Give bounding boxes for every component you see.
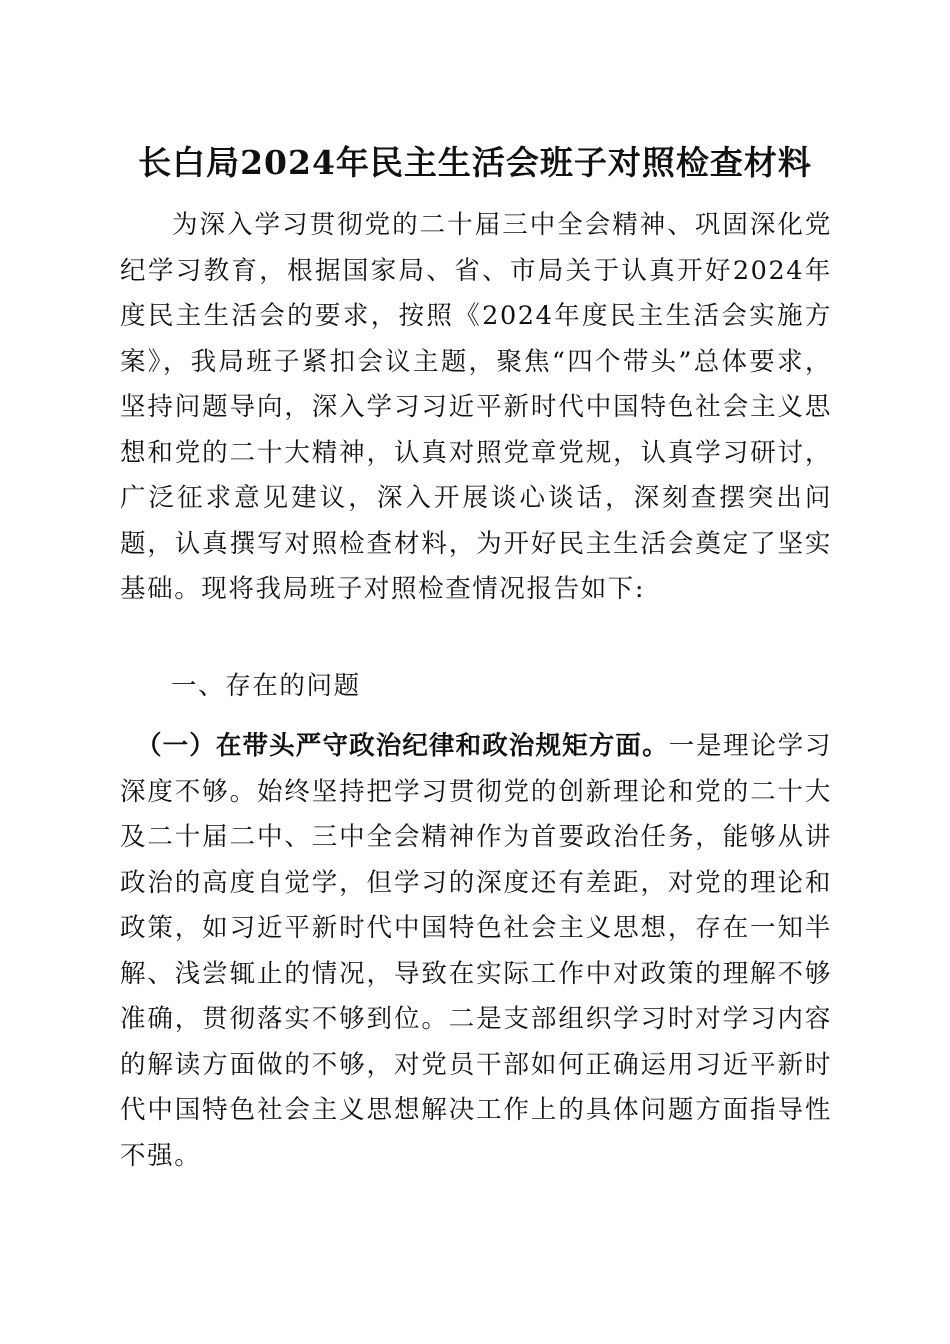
subsection-body: 一是理论学习深度不够。始终坚持把学习贯彻党的创新理论和党的二十大及二十届二中、三中全会精神作为首要政治任务，能够从讲政治的高度自觉学，但学习的深度还有差距，对党的理论和政策，如习近平新时代中国特色社会主义思想，存在一知半解、浅尝辄止的情况，导致在实际工作中对政策的理解不够准确，贯彻落实不够到位。二是支部组织学习时对学习内容的解读方面做的不够，对党员干部如何正确运用习近平新时代中国特色社会主义思想解决工作上的具体问题方面指导性不强。 xyxy=(120,731,832,1171)
intro-paragraph: 为深入学习贯彻党的二十届三中全会精神、巩固深化党纪学习教育，根据国家局、省、市局关于认真开好2024年度民主生活会的要求，按照《2024年度民主生活会实施方案》，我局班子紧扣会议主题，聚焦“四个带头”总体要求，坚持问题导向，深入学习习近平新时代中国特色社会主义思想和党的二十大精神，认真对照党章党规，认真学习研讨，广泛征求意见建议，深入开展谈心谈话，深刻查摆突出问题，认真撰写对照检查材料，为开好民主生活会奠定了坚实基础。现将我局班子对照检查情况报告如下: xyxy=(120,210,832,604)
subsection-paragraph xyxy=(120,724,832,1179)
section-heading: 一、存在的问题 xyxy=(171,671,361,701)
subsection-lead: （一）在带头严守政治纪律和政治规矩方面。 xyxy=(136,731,669,761)
document-title: 长白局2024年民主生活会班子对照检查材料 xyxy=(138,143,812,182)
